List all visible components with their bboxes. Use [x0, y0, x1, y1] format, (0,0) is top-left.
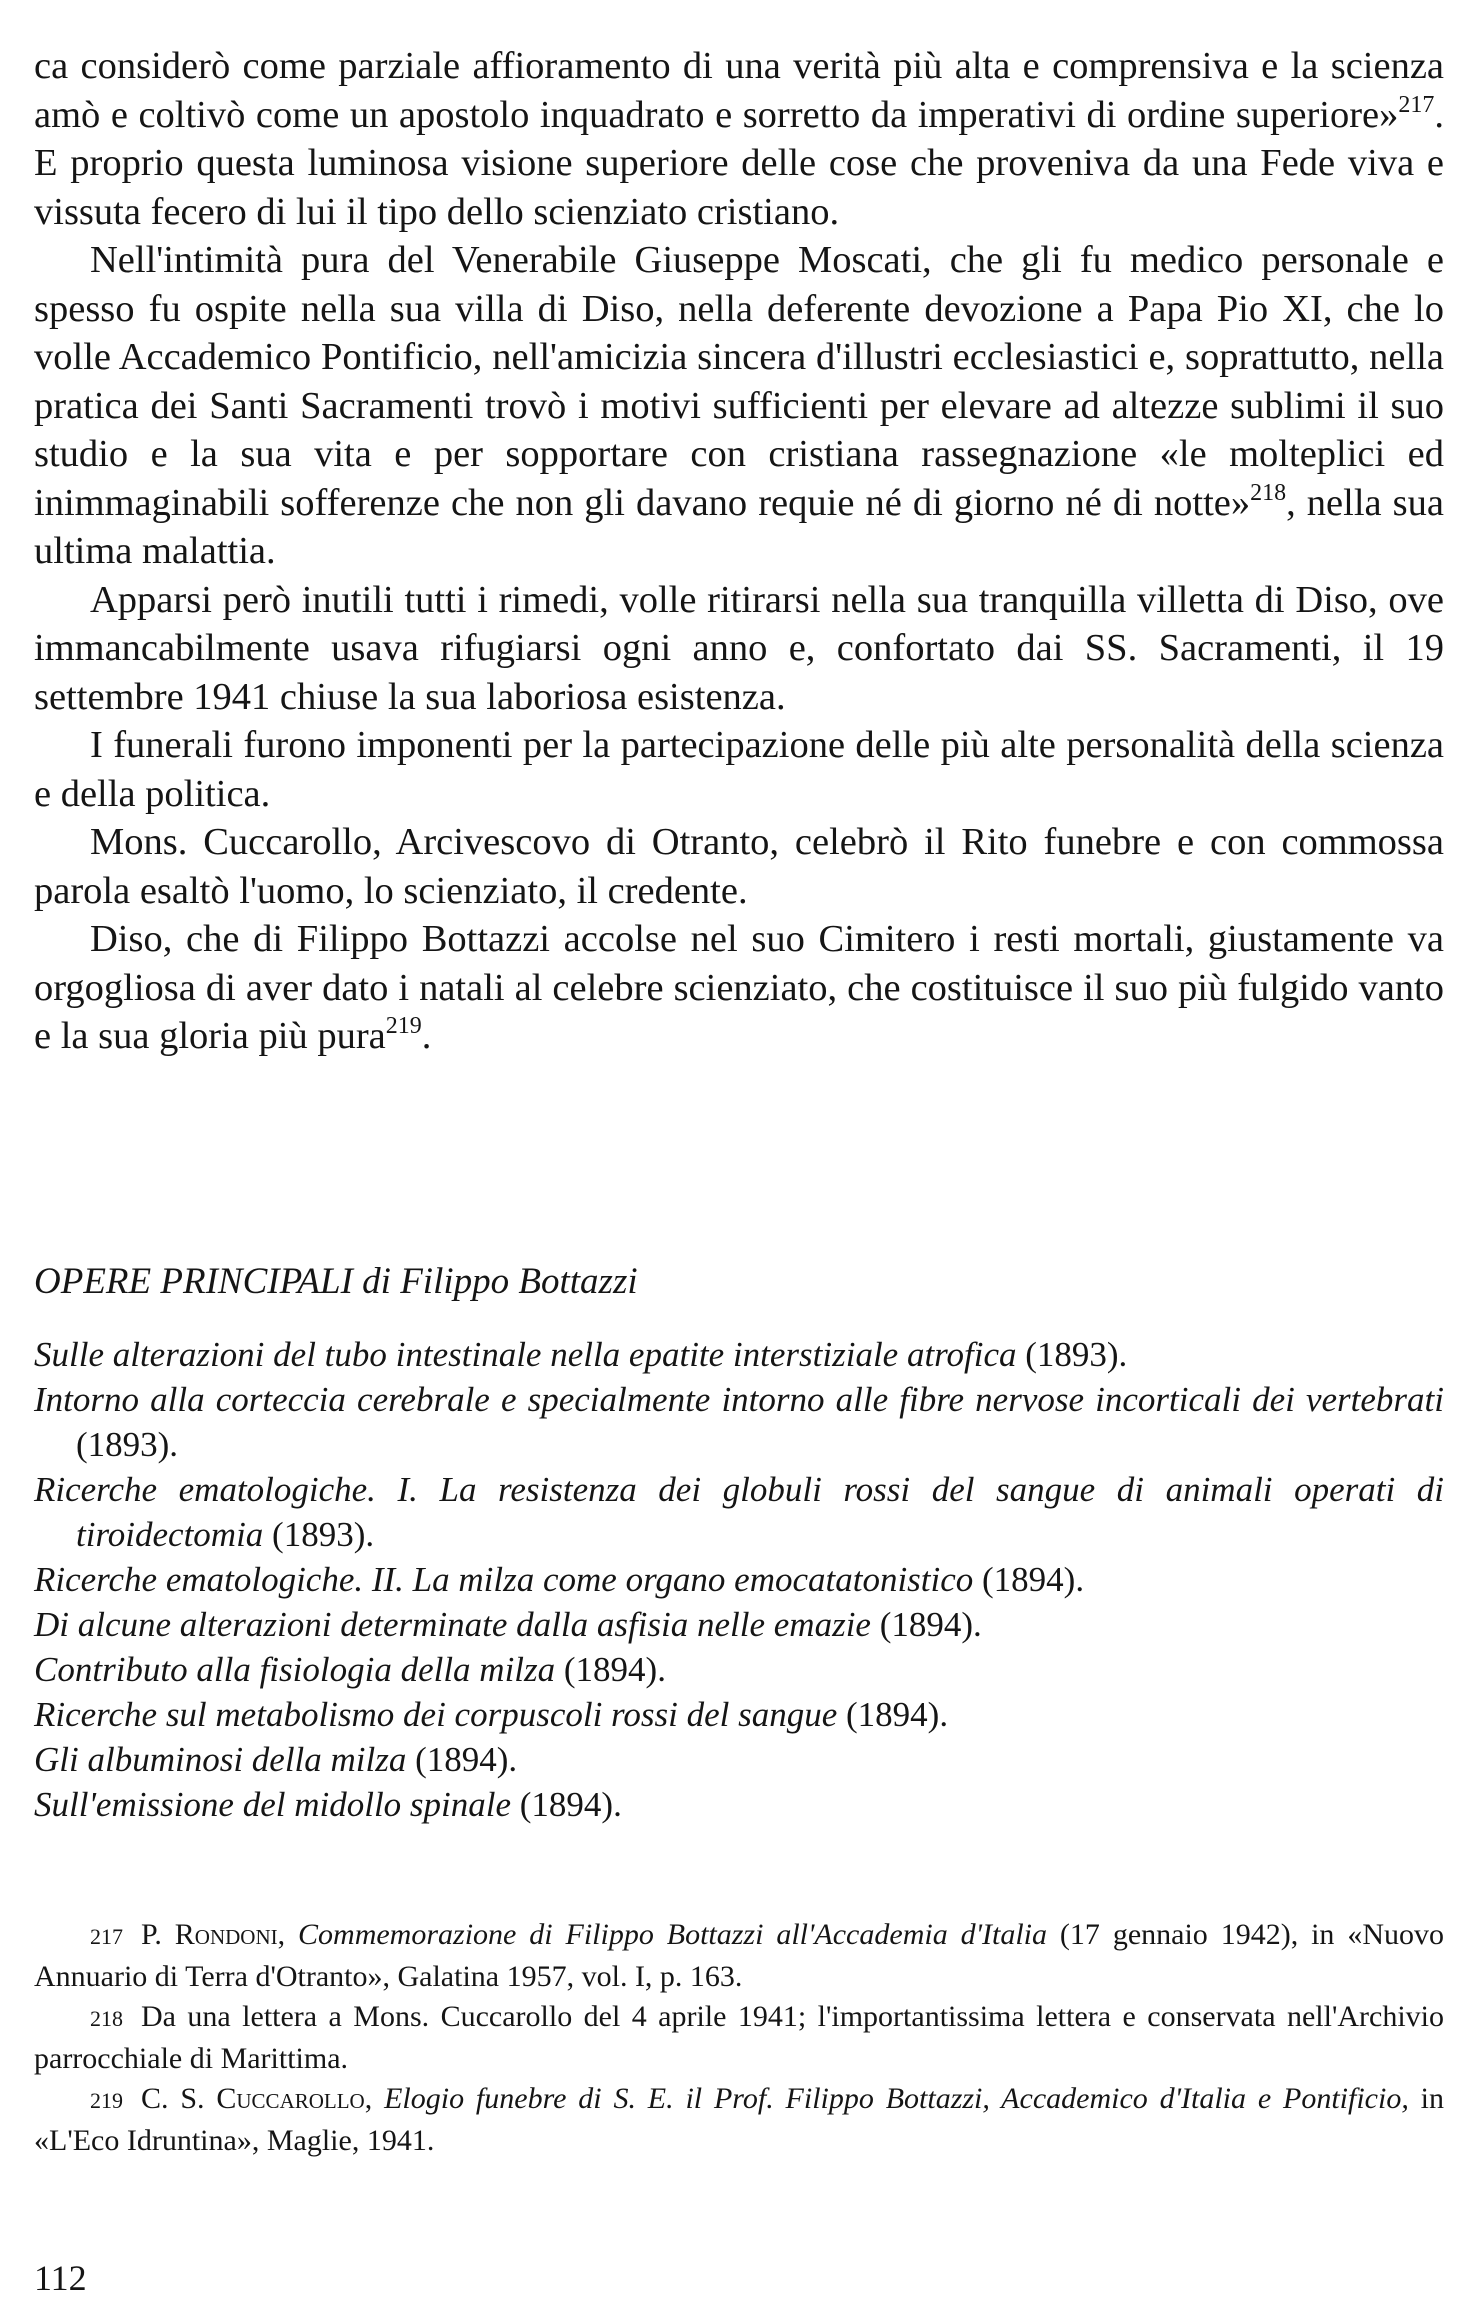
works-item: [34, 1557, 1444, 1602]
paragraph-6: [34, 915, 1444, 1061]
paragraph-1: [34, 42, 1444, 236]
paragraph-4: I funerali furono imponenti per la partecipazione delle più alte personalità della scienza e della politica.: [34, 724, 1444, 815]
works-item: [34, 1647, 1444, 1692]
work-title: Ricerche ematologiche. I. La resistenza dei globuli rossi del sangue di animali operati di tiroidectomia: [34, 1470, 1444, 1554]
work-year: (1894).: [973, 1560, 1085, 1599]
work-year: (1894).: [511, 1785, 622, 1824]
footnote-title: Commemorazione di Filippo Bottazzi all'Accademia d'Italia: [298, 1918, 1048, 1951]
work-year: (1894).: [406, 1740, 518, 1779]
paragraph-6-text-b: .: [421, 1015, 432, 1057]
work-title: Sulle alterazioni del tubo intestinale nella epatite interstiziale atrofica: [34, 1335, 1017, 1374]
footnote-author: P. Rondoni: [141, 1918, 278, 1951]
work-year: (1894).: [837, 1695, 949, 1734]
paragraph-6-text-a: Diso, che di Filippo Bottazzi accolse nel suo Cimitero i resti mortali, giustamente va orgogliosa di aver dato i natali al celebre scienziato, che costituisce il suo più fulgido vanto e la sua gloria più pura: [34, 918, 1444, 1057]
paragraph-3: Apparsi però inutili tutti i rimedi, volle ritirarsi nella sua tranquilla villetta di Diso, ove immancabilmente usava rifugiarsi ogni anno e, confortato dai SS. Sacramenti, il 19 settembre 1941 chiuse la sua laboriosa esistenza.: [34, 578, 1444, 718]
footnote-rest: in «L'Eco Idruntina», Maglie, 1941.: [34, 2082, 1445, 2157]
work-title: Intorno alla corteccia cerebrale e specialmente intorno alle fibre nervose incorticali dei vertebrati: [34, 1380, 1444, 1419]
footnote-separator: ,: [364, 2082, 385, 2115]
footnotes: [34, 1915, 1444, 2161]
work-year: (1893).: [1016, 1335, 1128, 1374]
footnote-ref-219: 219: [385, 1013, 422, 1039]
page-number: 112: [34, 2258, 87, 2298]
footnote-ref-218: 218: [1250, 479, 1287, 506]
footnote-number: 219: [90, 2088, 123, 2113]
footnote-author: C. S. Cuccarollo: [141, 2082, 365, 2115]
work-title: Contributo alla fisiologia della milza: [34, 1650, 556, 1689]
paragraph-1-text-a: ca considerò come parziale affioramento di una verità più alta e comprensiva e la scienza amò e coltivò come un apostolo inquadrato e sorretto da imperativi di ordine superiore»: [34, 45, 1444, 136]
works-item: [34, 1692, 1444, 1737]
work-year: (1893).: [263, 1515, 375, 1554]
footnote-title: Elogio funebre di S. E. il Prof. Filippo Bottazzi, Accademico d'Italia e Pontificio,: [384, 2082, 1409, 2115]
footnote-rest: (17 gennaio 1942), in «Nuovo Annuario di Terra d'Otranto», Galatina 1957, vol. I, p. 163.: [34, 1918, 1445, 1993]
work-title: Ricerche sul metabolismo dei corpuscoli rossi del sangue: [34, 1695, 838, 1734]
paragraph-1-text-b: . E proprio questa luminosa visione superiore delle cose che proveniva da una Fede viva e vissuta fecero di lui il tipo dello scienziato cristiano.: [34, 93, 1444, 233]
works-heading: OPERE PRINCIPALI di Filippo Bottazzi: [34, 1261, 638, 1302]
paragraph-5: Mons. Cuccarollo, Arcivescovo di Otranto, celebrò il Rito funebre e con commossa parola esaltò l'uomo, lo scienziato, il credente.: [34, 821, 1444, 912]
footnote-number: 218: [90, 2006, 123, 2031]
footnote-217: [34, 1915, 1444, 1997]
paragraph-2-text-a: Nell'intimità pura del Venerabile Giuseppe Moscati, che gli fu medico personale e spesso fu ospite nella sua villa di Diso, nella deferente devozione a Papa Pio XI, che lo volle Accademico Pontificio, nell'amicizia sincera d'illustri ecclesiastici e, soprattutto, nella pratica dei Santi Sacramenti trovò i motivi sufficienti per elevare ad altezze sublimi il suo studio e la sua vita e per sopportare con cristiana rassegnazione «le molteplici ed inimmaginabili sofferenze che non gli davano requie né di giorno né di notte»: [34, 239, 1444, 524]
work-title: Sull'emissione del midollo spinale: [34, 1785, 512, 1824]
footnote-number: 217: [90, 1924, 123, 1949]
footnote-219: [34, 2079, 1444, 2161]
work-year: (1893).: [76, 1425, 179, 1464]
works-item: [34, 1332, 1444, 1377]
works-item: [34, 1737, 1444, 1782]
footnote-218: [34, 1997, 1444, 2079]
work-title: Di alcune alterazioni determinate dalla asfisia nelle emazie: [34, 1605, 871, 1644]
paragraph-2: [34, 236, 1444, 576]
footnote-separator: ,: [277, 1918, 299, 1951]
work-title: Ricerche ematologiche. II. La milza come organo emocatatonistico: [34, 1560, 974, 1599]
work-year: (1894).: [870, 1605, 982, 1644]
works-list: [34, 1332, 1444, 1827]
works-item: [34, 1782, 1444, 1827]
footnote-text: Da una lettera a Mons. Cuccarollo del 4 aprile 1941; l'importantissima lettera e conservata nell'Archivio parrocchiale di Marittima.: [34, 2000, 1444, 2075]
paragraph-2-text-b: , nella sua ultima malattia.: [34, 481, 1444, 572]
works-item: [34, 1377, 1444, 1467]
work-title: Gli albuminosi della milza: [34, 1740, 407, 1779]
works-item: [34, 1467, 1444, 1557]
footnote-ref-217: 217: [1398, 91, 1435, 118]
body-text: [34, 42, 1444, 1061]
works-item: [34, 1602, 1444, 1647]
work-year: (1894).: [555, 1650, 666, 1689]
